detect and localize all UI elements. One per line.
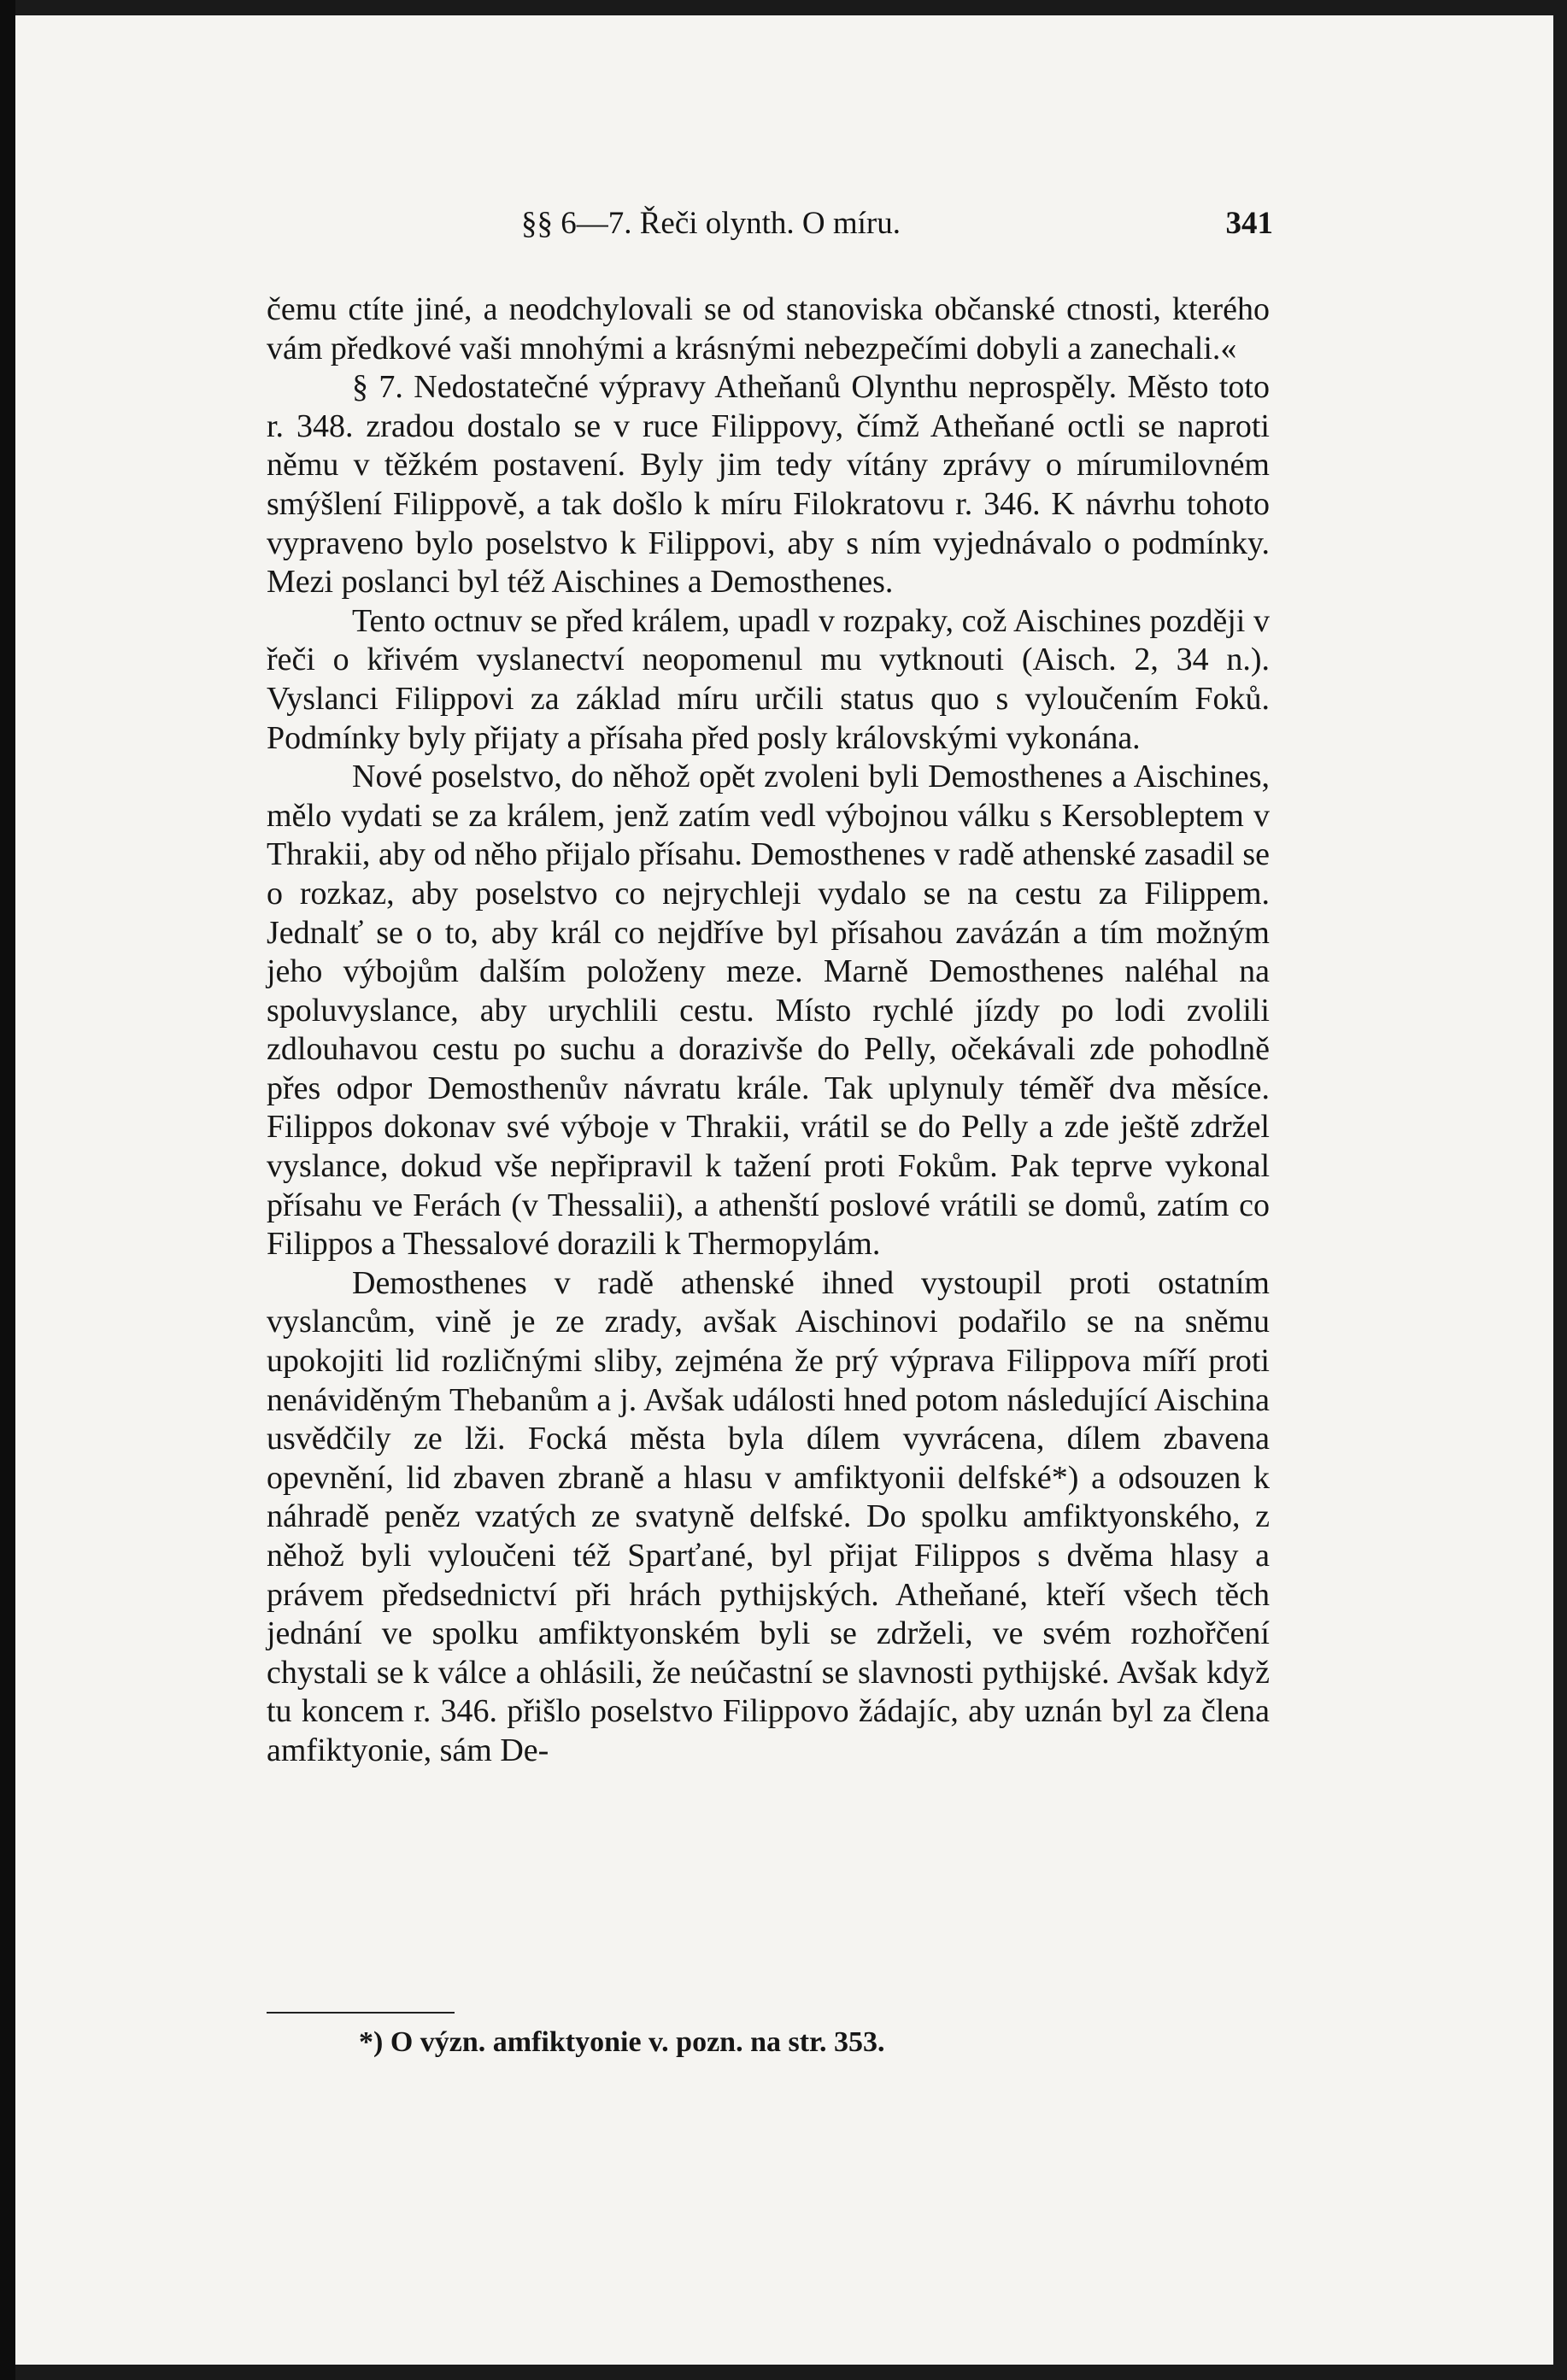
body-text bbox=[267, 290, 1270, 1771]
paragraph-section-7: § 7. Nedostatečné výpravy Atheňanů Olynthu neprospěly. Město toto r. 348. zradou dostalo se v ruce Filippovy, čímž Atheňané octli se naproti němu v těžkém postavení. Byly jim tedy vítány zprávy o mírumilovném smýšlení Filippově, a tak došlo k míru Filokratovu r. 346. K návrhu tohoto vypraveno bylo poselstvo k Filippovi, aby s ním vyjednávalo o podmínky. Mezi poslanci byl též Aischines a Demosthenes. bbox=[267, 369, 1270, 601]
running-header bbox=[265, 205, 1273, 256]
paragraph: Nové poselstvo, do něhož opět zvoleni byli Demosthenes a Aischines, mělo vydati se za králem, jenž zatím vedl výbojnou válku s Kersobleptem v Thrakii, aby od něho přijalo přísahu. Demosthenes v radě athenské zasadil se o rozkaz, aby poselstvo co nejrychleji vydalo se na cestu za Filippem. Jednalť se o to, aby král co nejdříve byl přísahou zavázán a tím možným jeho výbojům dalším položeny meze. Marně Demosthenes naléhal na spoluvyslance, aby urychlili cestu. Místo rychlé jízdy po lodi zvolili zdlouhavou cestu po suchu a dorazivše do Pelly, očekávali zde pohodlně přes odpor Demosthenův návratu krále. Tak uplynuly téměř dva měsíce. Filippos dokonav své výboje v Thrakii, vrátil se do Pelly a zde ještě zdržel vyslance, dokud vše nepřipravil k tažení proti Fokům. Pak teprve vykonal přísahu ve Ferách (v Thessalii), a athenští poslové vrátili se domů, zatím co Filippos a Thessalové dorazili k Thermopylám. bbox=[267, 759, 1270, 1263]
scan-left-edge bbox=[0, 0, 15, 2380]
header-title: §§ 6—7. Řeči olynth. O míru. bbox=[521, 206, 901, 241]
paragraph: Demosthenes v radě athenské ihned vystoupil proti ostatním vyslancům, vině je ze zrady, avšak Aischinovi podařilo se na sněmu upokojiti lid rozličnými sliby, zejména že prý výprava Filippova míří proti nenáviděným Thebanům a j. Avšak události hned potom následující Aischina usvědčily ze lži. Focká města byla dílem vyvrácena, dílem zbavena opevnění, lid zbaven zbraně a hlasu v amfiktyonii delfské*) a odsouzen k náhradě peněz vzatých ze svatyně delfské. Do spolku amfiktyonského, z něhož byli vyloučeni též Sparťané, byl přijat Filippos s dvěma hlasy a právem předsednictví při hrách pythijských. Atheňané, kteří všech těch jednání ve spolku amfiktyonském byli se zdrželi, ve svém rozhořčení chystali se k válce a ohlásili, že neúčastní se slavnosti pythijské. Avšak když tu koncem r. 346. přišlo poselstvo Filippovo žádajíc, aby uznán byl za člena amfiktyonie, sám De- bbox=[267, 1264, 1270, 1768]
footnote-divider bbox=[267, 2012, 455, 2014]
paragraph-continuation: čemu ctíte jiné, a neodchylovali se od stanoviska občanské ctnosti, kterého vám předkové vaši mnohými a krásnými nebezpečími dobyli a zanechali.« bbox=[267, 291, 1270, 366]
footnote: *) O význ. amfiktyonie v. pozn. na str. 353. bbox=[359, 2026, 885, 2058]
paragraph: Tento octnuv se před králem, upadl v rozpaky, což Aischines později v řeči o křivém vyslanectví neopomenul mu vytknouti (Aisch. 2, 34 n.). Vyslanci Filippovi za základ míru určili status quo s vyloučením Foků. Podmínky byly přijaty a přísaha před posly královskými vykonána. bbox=[267, 602, 1270, 756]
page-number: 341 bbox=[1225, 206, 1273, 241]
